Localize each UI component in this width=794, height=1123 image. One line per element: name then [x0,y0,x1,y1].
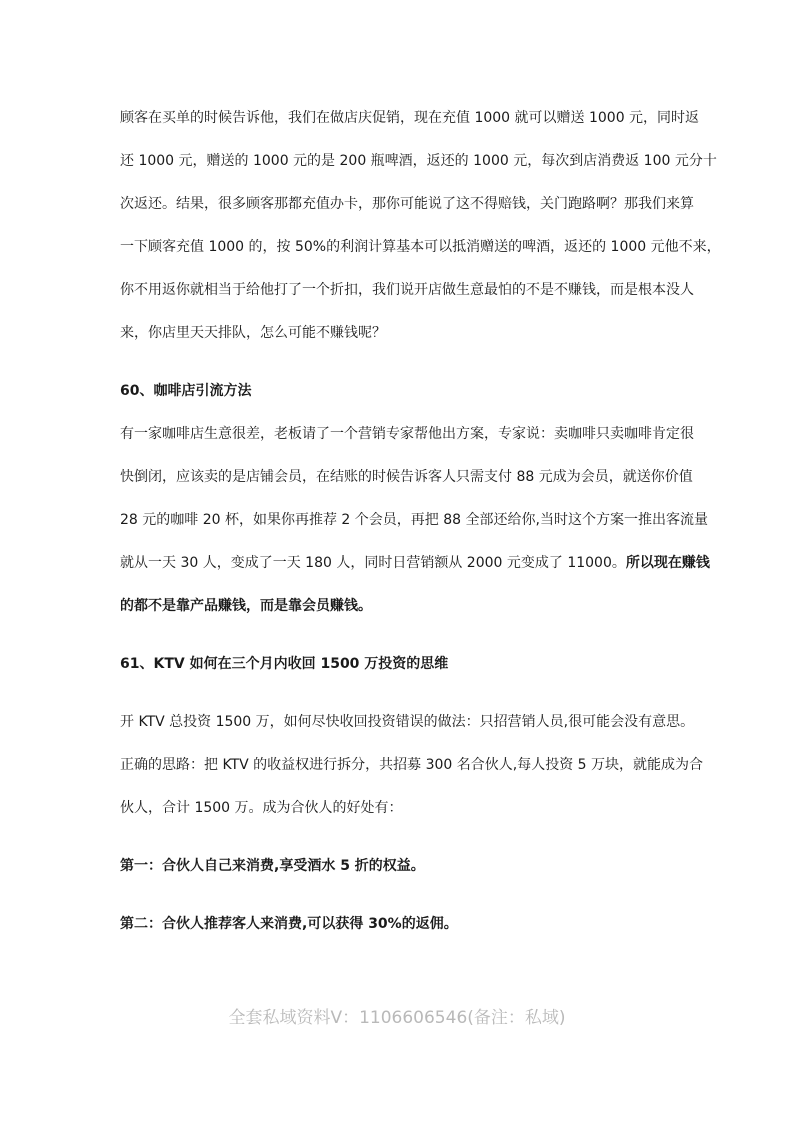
paragraph-line: 来，你店里天天排队，怎么可能不赚钱呢？ [120,325,386,341]
paragraph-line: 你不用返你就相当于给他打了一个折扣，我们说开店做生意最怕的不是不赚钱，而是根本没人 [120,282,694,298]
paragraph-line: 还 1000 元，赠送的 1000 元的是 200 瓶啤酒，返还的 1000 元，每次到店消费返 100 元分十 [120,153,717,169]
section-heading: 60、咖啡店引流方法 [120,383,252,399]
paragraph-line: 有一家咖啡店生意很差，老板请了一个营销专家帮他出方案，专家说：卖咖啡只卖咖啡肯定很 [120,426,694,442]
paragraph-line: 正确的思路：把 KTV 的收益权进行拆分，共招募 300 名合伙人,每人投资 5 万块，就能成为合 [120,757,704,773]
emphasis-text: 所以现在赚钱 [625,555,710,571]
benefit-item: 第二：合伙人推荐客人来消费,可以获得 30%的返佣。 [120,916,458,932]
paragraph-line: 快倒闭，应该卖的是店铺会员，在结账的时候告诉客人只需支付 88 元成为会员，就送你价值 [120,469,693,485]
paragraph-line [120,553,710,573]
section-heading: 61、KTV 如何在三个月内收回 1500 万投资的思维 [120,656,449,672]
line-text: 就从一天 30 人，变成了一天 180 人，同时日营销额从 2000 元变成了 11000。 [120,555,626,571]
footer-watermark: 全套私域资料V：1106606546(备注：私域) [228,1008,566,1028]
benefit-item: 第一：合伙人自己来消费,享受酒水 5 折的权益。 [120,858,425,874]
paragraph-line: 开 KTV 总投资 1500 万，如何尽快收回投资错误的做法：只招营销人员,很可能会没有意思。 [120,714,695,730]
paragraph-line: 一下顾客充值 1000 的，按 50%的利润计算基本可以抵消赠送的啤酒，返还的 1000 元他不来， [120,239,721,255]
paragraph-line: 伙人，合计 1500 万。成为合伙人的好处有： [120,800,403,816]
paragraph-line: 顾客在买单的时候告诉他，我们在做店庆促销，现在充值 1000 就可以赠送 1000 元，同时返 [120,110,700,126]
paragraph-line: 28 元的咖啡 20 杯，如果你再推荐 2 个会员，再把 88 全部还给你,当时这个方案一推出客流量 [120,512,708,528]
paragraph-line: 次返还。结果，很多顾客那都充值办卡，那你可能说了这不得赔钱，关门跑路啊？那我们来算 [120,196,694,212]
emphasis-line: 的都不是靠产品赚钱，而是靠会员赚钱。 [120,598,372,614]
